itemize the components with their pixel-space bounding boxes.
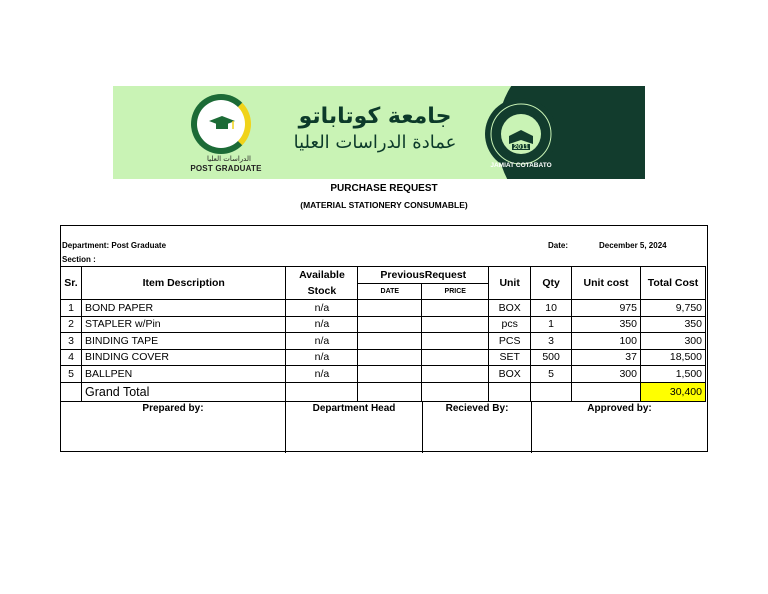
department-row <box>62 241 166 250</box>
col-header-unit: Unit <box>489 267 531 300</box>
arabic-department-name: عمادة الدراسات العليا <box>293 132 457 153</box>
header-banner <box>113 86 645 179</box>
cell-stock: n/a <box>286 333 358 350</box>
cell-unit-cost: 350 <box>572 316 641 333</box>
cell-unit-cost: 300 <box>572 366 641 383</box>
cell-sr: 1 <box>61 300 82 317</box>
col-header-unit-cost: Unit cost <box>572 267 641 300</box>
cell-total: 9,750 <box>640 300 705 317</box>
col-header-prev-price: PRICE <box>422 283 489 300</box>
department-head-box <box>286 401 423 453</box>
col-header-previous-request: PreviousRequest <box>358 267 489 284</box>
cell-sr: 4 <box>61 349 82 366</box>
cell-sr: 3 <box>61 333 82 350</box>
header-row-1 <box>61 267 706 284</box>
cell-prev-price <box>422 366 489 383</box>
table-row <box>61 366 706 383</box>
grand-total-empty <box>422 382 489 401</box>
grand-total-empty <box>286 382 358 401</box>
cell-stock: n/a <box>286 349 358 366</box>
cell-item: BALLPEN <box>81 366 285 383</box>
cell-prev-price <box>422 300 489 317</box>
graduation-cap-icon <box>209 116 235 132</box>
grand-total-empty <box>572 382 641 401</box>
document-title: PURCHASE REQUEST <box>330 183 438 194</box>
cell-qty: 5 <box>531 366 572 383</box>
cell-qty: 500 <box>531 349 572 366</box>
cell-item: STAPLER w/Pin <box>81 316 285 333</box>
document-subtitle: (MATERIAL STATIONERY CONSUMABLE) <box>300 200 468 210</box>
col-header-available: Available <box>286 267 358 284</box>
col-header-sr: Sr. <box>61 267 82 300</box>
cell-stock: n/a <box>286 366 358 383</box>
cell-prev-price <box>422 316 489 333</box>
grand-total-empty <box>358 382 422 401</box>
section-label: Section : <box>62 255 96 264</box>
cell-prev-date <box>358 366 422 383</box>
cell-qty: 10 <box>531 300 572 317</box>
date-label: Date: <box>548 241 569 250</box>
university-seal-icon <box>479 96 563 172</box>
cell-sr: 2 <box>61 316 82 333</box>
cell-prev-date <box>358 333 422 350</box>
cell-stock: n/a <box>286 316 358 333</box>
grand-total-row <box>61 382 706 401</box>
cell-sr: 5 <box>61 366 82 383</box>
col-header-item: Item Description <box>81 267 285 300</box>
cell-item: BINDING TAPE <box>81 333 285 350</box>
cell-unit-cost: 37 <box>572 349 641 366</box>
col-header-qty: Qty <box>531 267 572 300</box>
cell-prev-date <box>358 349 422 366</box>
cell-total: 1,500 <box>640 366 705 383</box>
cell-prev-price <box>422 333 489 350</box>
cell-unit-cost: 975 <box>572 300 641 317</box>
cell-prev-price <box>422 349 489 366</box>
cell-unit: BOX <box>489 366 531 383</box>
logo-arabic-caption: الدراسات العليا <box>207 155 251 163</box>
cell-total: 300 <box>640 333 705 350</box>
table-row <box>61 349 706 366</box>
purchase-request-form <box>60 225 708 452</box>
logo-caption: POST GRADUATE <box>190 164 262 173</box>
table-row <box>61 316 706 333</box>
seal-text: JAMIAT COTABATO <box>490 162 552 169</box>
banner-dark-panel <box>563 86 645 179</box>
table-row <box>61 300 706 317</box>
prepared-by-label: Prepared by: <box>142 403 204 414</box>
cell-unit: PCS <box>489 333 531 350</box>
received-by-box <box>423 401 532 453</box>
cell-prev-date <box>358 300 422 317</box>
seal-year: 2011 <box>513 144 529 151</box>
col-header-total-cost: Total Cost <box>640 267 705 300</box>
cell-item: BOND PAPER <box>81 300 285 317</box>
approved-by-label: Approved by: <box>587 403 652 414</box>
date-value: December 5, 2024 <box>599 241 667 250</box>
cell-stock: n/a <box>286 300 358 317</box>
cell-qty: 3 <box>531 333 572 350</box>
grand-total-empty <box>531 382 572 401</box>
grand-total-value: 30,400 <box>640 382 705 401</box>
arabic-university-name: جامعة كوتاباتو <box>298 104 452 129</box>
approved-by-box <box>532 401 707 453</box>
cell-total: 18,500 <box>640 349 705 366</box>
received-by-label: Recieved By: <box>445 403 509 414</box>
col-header-stock: Stock <box>286 283 358 300</box>
cell-unit: pcs <box>489 316 531 333</box>
cell-prev-date <box>358 316 422 333</box>
department-label: Department: <box>62 241 110 250</box>
grand-total-spacer <box>61 382 82 401</box>
department-head-label: Department Head <box>312 403 396 414</box>
cell-item: BINDING COVER <box>81 349 285 366</box>
cell-unit-cost: 100 <box>572 333 641 350</box>
grand-total-empty <box>489 382 531 401</box>
cell-unit: BOX <box>489 300 531 317</box>
col-header-prev-date: DATE <box>358 283 422 300</box>
post-graduate-logo <box>185 94 267 174</box>
cell-qty: 1 <box>531 316 572 333</box>
grand-total-label: Grand Total <box>81 382 285 401</box>
prepared-by-box <box>61 401 286 453</box>
department-value: Post Graduate <box>111 241 167 250</box>
table-row <box>61 333 706 350</box>
items-table <box>60 266 706 402</box>
cell-total: 350 <box>640 316 705 333</box>
cell-unit: SET <box>489 349 531 366</box>
